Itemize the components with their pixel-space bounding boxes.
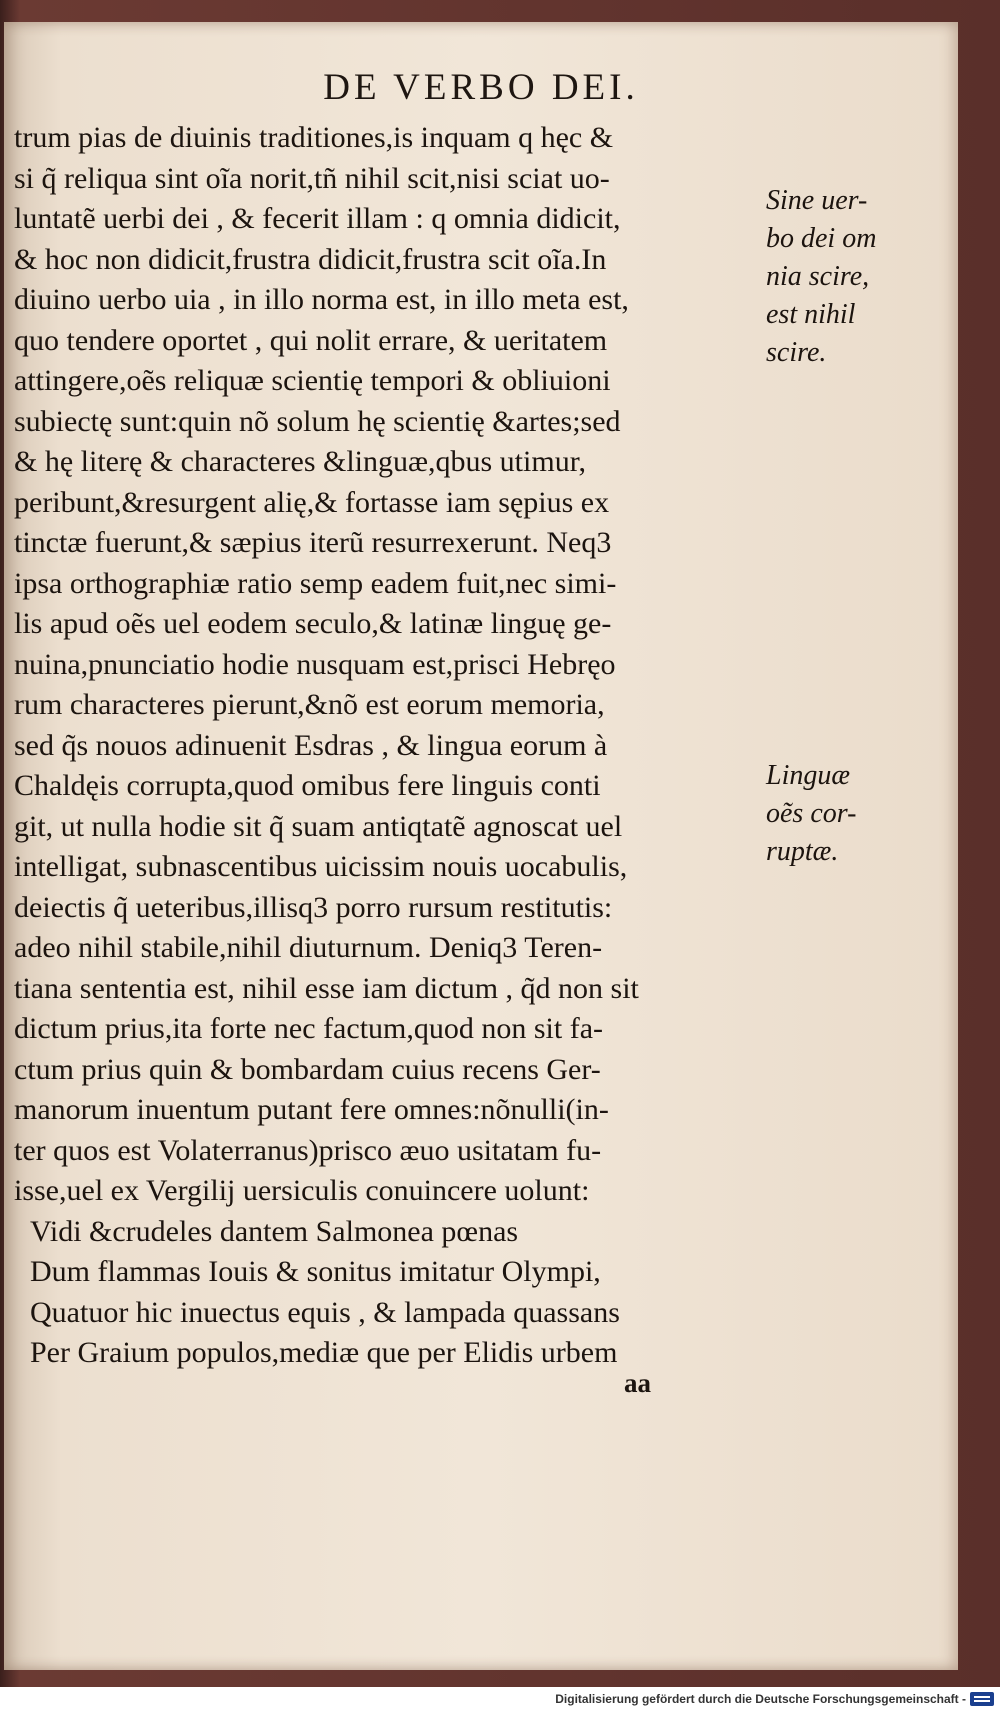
text-line: attingere,oẽs reliquæ scientię tempori & obliuioni: [14, 364, 611, 397]
running-head: DE VERBO DEI.: [323, 67, 639, 108]
text-line: rum characteres pierunt,&nõ est eorum memoria,: [14, 688, 605, 721]
text-line: tiana sententia est, nihil esse iam dictum , q̃d non sit: [14, 971, 639, 1005]
marginal-note-line: est nihil: [766, 299, 856, 330]
verse-line: Vidi &crudeles dantem Salmonea pœnas: [30, 1214, 519, 1248]
marginal-note-line: Sine uer-: [766, 185, 868, 216]
text-line: intelligat, subnascentibus uicissim nouis uocabulis,: [14, 850, 628, 883]
dfg-logo-icon: [970, 1692, 994, 1706]
text-line: diuino uerbo uia , in illo norma est, in illo meta est,: [14, 283, 629, 316]
verse-line: Per Graium populos,mediæ que per Elidis urbem: [30, 1336, 618, 1369]
text-line: Chaldęis corrupta,quod omibus fere linguis conti: [14, 769, 601, 802]
text-line: trum pias de diuinis traditiones,is inquam q hęc &: [14, 121, 614, 154]
funding-credit: Digitalisierung gefördert durch die Deutsche Forschungsgemeinschaft -: [555, 1692, 966, 1706]
text-line: peribunt,&resurgent alię,& fortasse iam sępius ex: [14, 485, 610, 519]
text-line: si q̃ reliqua sint oĩa norit,tñ nihil scit,nisi sciat uo-: [14, 161, 610, 195]
text-line: ctum prius quin & bombardam cuius recens Ger-: [14, 1052, 601, 1086]
text-line: lis apud oẽs uel eodem seculo,& latinæ linguę ge-: [14, 607, 612, 640]
text-line: deiectis q̃ ueteribus,illisq3 porro rursum restitutis:: [14, 890, 613, 924]
text-line: manorum inuentum putant fere omnes:nõnulli(in-: [14, 1093, 609, 1126]
text-line: isse,uel ex Vergilij uersiculis conuincere uolunt:: [14, 1174, 590, 1207]
text-line: ipsa orthographiæ ratio semp eadem fuit,nec simi-: [14, 566, 617, 600]
book-page: [4, 22, 958, 1670]
text-line: sed q̃s nouos adinuenit Esdras , & lingua eorum à: [14, 728, 608, 762]
text-line: git, ut nulla hodie sit q̃ suam antiqtatẽ agnoscat uel: [14, 809, 623, 843]
footer-bar: [0, 1687, 1000, 1713]
text-line: adeo nihil stabile,nihil diuturnum. Deniq3 Teren-: [14, 931, 603, 964]
text-line: subiectę sunt:quin nõ solum hę scientię &artes;sed: [14, 404, 621, 438]
text-line: & hoc non didicit,frustra didicit,frustra scit oĩa.In: [14, 242, 607, 276]
marginal-note-line: ruptæ.: [766, 836, 839, 867]
marginal-note-line: scire.: [766, 337, 827, 368]
marginal-note-line: oẽs cor-: [766, 798, 857, 829]
signature-mark: aa: [624, 1368, 651, 1398]
text-line: & hę literę & characteres &linguæ,qbus utimur,: [14, 445, 586, 478]
text-line: ter quos est Volaterranus)prisco æuo usitatam fu-: [14, 1133, 602, 1167]
marginal-note-line: bo dei om: [766, 223, 877, 254]
main-text-block: [14, 118, 774, 1374]
verse-line: Quatuor hic inuectus equis , & lampada quassans: [30, 1295, 620, 1329]
marginal-note-verbum: [766, 182, 956, 372]
text-line: quo tendere oportet , qui nolit errare, & ueritatem: [14, 323, 608, 357]
marginal-note-line: nia scire,: [766, 261, 870, 292]
verse-line: Dum flammas Iouis & sonitus imitatur Olympi,: [30, 1255, 601, 1288]
marginal-note-linguae: [766, 757, 956, 871]
text-line: dictum prius,ita forte nec factum,quod non sit fa-: [14, 1012, 603, 1045]
marginal-note-line: Linguæ: [766, 760, 851, 791]
text-line: luntatẽ uerbi dei , & fecerit illam : q omnia didicit,: [14, 202, 621, 235]
text-line: tinctæ fuerunt,& sæpius iterũ resurrexerunt. Neq3: [14, 526, 612, 559]
text-line: nuina,pnunciatio hodie nusquam est,prisci Hebręo: [14, 647, 616, 681]
